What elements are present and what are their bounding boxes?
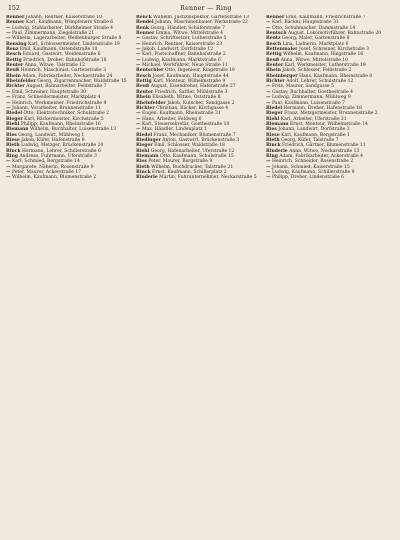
entry-details: Ernst, Kaufmann, Schillerplatz 2 — [152, 169, 227, 175]
entry-surname: — — [136, 127, 141, 133]
entry-details: Hans, Arbeiter, Feldweg 6 — [141, 116, 202, 122]
entry-surname: — — [136, 121, 141, 127]
entry-surname: Rentz — [266, 36, 281, 42]
entry-surname: — — [266, 169, 271, 175]
entry-details: Emil, Schreiner, Hauptstraße 30 — [11, 89, 87, 95]
column-2 — [136, 15, 261, 181]
entry-details: Philipp, Dreher, Lindenstraße 6 — [271, 175, 344, 181]
entry-surname: Rieth — [136, 164, 150, 170]
entry-details: Anna, Witwe, Talstraße 12 — [24, 63, 85, 69]
entry-details: Paul, Kaufmann, Luisenstraße 7 — [271, 100, 345, 106]
entry-details: Heinrich, Werkmeister, Friedrichstraße 9 — [11, 100, 107, 106]
entry-details: Josef, Kaufmann, Hauptstraße 44 — [152, 73, 229, 79]
entry-surname: — — [6, 105, 11, 111]
page-number: 152 — [8, 5, 20, 12]
entry-surname: Renz — [6, 47, 19, 53]
entry-details: Gustav, Buchhalter, Goethestraße 4 — [271, 89, 353, 95]
entry-surname: — — [6, 95, 11, 101]
entry-details: Johann, Landwirt, Dorfstraße 3 — [278, 127, 350, 133]
entry-surname: Rettig — [136, 79, 152, 85]
entry-surname: Rettig — [266, 52, 282, 58]
entry-surname: — — [6, 164, 11, 170]
entry-surname: — — [6, 36, 11, 42]
entry-details: Otto, Elektrotechniker, Schulstraße 2 — [23, 111, 110, 117]
entry-surname: Rinderle — [266, 148, 288, 154]
entry-surname: Rinck — [136, 169, 151, 175]
entry-details: Ludwig, Metzger, Brückenstraße 20 — [21, 143, 104, 149]
entry-surname: Rheinberger — [266, 73, 298, 79]
entry-surname: — — [136, 47, 141, 53]
entry-surname: Richter — [136, 105, 155, 111]
entry-details: Elisabeth, Witwe, Oststraße 8 — [152, 95, 221, 101]
entry-surname: Renck — [136, 15, 152, 20]
entry-details: Eugen, Kaufmann, Rheinstraße 31 — [141, 111, 221, 117]
entry-surname: — — [136, 41, 141, 47]
entry-surname: Rieth — [6, 143, 20, 149]
entry-surname: — — [6, 31, 11, 37]
entry-surname: Rhein — [136, 95, 151, 101]
directory-entry — [266, 175, 391, 180]
entry-details: Max, Händler, Lindenplatz 1 — [141, 127, 207, 133]
entry-details: Ludwig, Zimmermann, Mühlweg 9 — [271, 95, 351, 101]
entry-surname: — — [6, 169, 11, 175]
entry-surname: Rentschler — [136, 68, 164, 74]
entry-surname: Riese — [266, 132, 280, 138]
entry-surname: Riemann — [6, 127, 29, 133]
entry-details: Michael, Werkführer, Neue Straße 11 — [141, 63, 228, 69]
entry-surname: — — [136, 57, 141, 63]
entry-details: Peter, Maurer, Ackerstraße 17 — [11, 169, 82, 175]
entry-details: Otto, Ingenieur, Ringstraße 19 — [164, 68, 235, 74]
entry-surname: Reuß — [266, 57, 280, 63]
entry-details: Christian, Bäcker, Kirchgasse 4 — [156, 105, 229, 111]
entry-surname: Reuter — [6, 63, 24, 69]
entry-details: Hermann, Lehrer, Schillerstraße 6 — [22, 148, 101, 154]
entry-surname: — — [266, 25, 271, 31]
entry-surname: Renner — [266, 15, 285, 20]
entry-surname: Reuter — [266, 63, 284, 69]
entry-surname: — — [266, 84, 271, 90]
entry-details: August, Eisendreher, Hafenstraße 27 — [150, 84, 236, 90]
entry-details: Lina, Ladnerin, Marktplatz 6 — [282, 41, 349, 47]
entry-details: Heinrich, Schneider, Rosenstraße 2 — [271, 159, 354, 165]
entry-surname: — — [266, 20, 271, 26]
entry-details: Karl, Kaufmann, Wimpfeners Straße 6 — [25, 20, 114, 26]
entry-details: Georg, Maler, Gartenstraße 8 — [281, 36, 350, 42]
entry-details: Friedrich, Gärtner, Blumenstraße 11 — [282, 143, 366, 149]
entry-details: Johann, Maschinenbauer, Werkstraße 22 — [155, 20, 248, 26]
entry-details: Franz, Metzgermeister, Brunnenstraße 2 — [284, 111, 378, 117]
entry-details: Margarete, Näherin, Rosenstraße 9 — [11, 164, 94, 170]
entry-surname: Rettig — [6, 57, 22, 63]
entry-details: Karl, Postschaffner, Bahnhofstraße 2 — [141, 52, 226, 58]
entry-details: Adam, Fabrikarbeiter, Neckarstraße 24 — [22, 73, 113, 79]
entry-details: Jakob, Landwirt, Dorfstraße 12 — [141, 47, 214, 53]
entry-details: Johann, Schmied, Kaiserstraße 15 — [271, 164, 350, 170]
entry-surname: Rinderle — [136, 175, 158, 181]
entry-details: Philipp, Kaufmann, Rheinstraße 16 — [20, 121, 101, 127]
column-1 — [6, 15, 131, 181]
entry-details: August, Bahnarbeiter, Feldstraße 7 — [26, 84, 107, 90]
entry-details: Wilhelm, Kaufmann, Ringstraße 16 — [283, 52, 364, 58]
entry-details: Martin, Fuhrunternehmer, Neckarstraße 5 — [159, 175, 257, 181]
entry-details: Emil, Kaufmann, Ostendstraße 10 — [19, 47, 98, 53]
entry-details: Otto, Schuhmacher, Dammstraße 14 — [271, 25, 356, 31]
entry-details: Emma, Witwe, Mittelstraße 4 — [155, 31, 224, 37]
entry-details: Karl, Werkmeister, Lutherstraße 19 — [284, 63, 366, 69]
entry-surname: — — [136, 116, 141, 122]
entry-surname: Rettenmaier — [266, 47, 298, 53]
entry-details: Karl, Monteur, Wilhelmstraße 9 — [153, 79, 226, 85]
entry-details: Peter, Maurer, Bergstraße 9 — [148, 159, 213, 165]
entry-details: Eduard, Gastwirt, Weidenstraße 6 — [22, 52, 101, 58]
entry-details: Ludwig, Kaufmann, Schillerstraße 9 — [271, 169, 355, 175]
entry-surname: — — [266, 89, 271, 95]
entry-surname: Rhein — [266, 68, 281, 74]
entry-details: Wilhelm, Buchdrucker, Talstraße 21 — [151, 164, 234, 170]
entry-details: Karl, Schmied, Bergstraße 14 — [11, 159, 80, 165]
entry-details: Johann, Vorarbeiter, Brunnenstraße 11 — [11, 105, 101, 111]
entry-surname: Riemann — [136, 153, 159, 159]
entry-details: Wilhelm, Buchhalter, Luisenstraße 13 — [29, 127, 117, 133]
entry-details: Wilhelm, Kaufmann, Blumenstraße 2 — [11, 175, 97, 181]
entry-surname: Rieger — [136, 143, 153, 149]
column-3 — [266, 15, 391, 181]
entry-surname: Riedel — [266, 105, 283, 111]
entry-surname: Rentsch — [266, 31, 287, 37]
entry-surname: Ring — [6, 153, 18, 159]
entry-surname: — — [6, 100, 11, 106]
entry-details: Emil, Schlosser, Waldstraße 18 — [154, 143, 225, 149]
entry-surname: Ring — [266, 153, 278, 159]
entry-surname: Riehl — [266, 116, 280, 122]
entry-surname: Rendel — [136, 20, 154, 26]
entry-details: Jakob, Kutscher, Sandgasse 2 — [167, 100, 235, 106]
entry-details: August, Lokomotivführer, Bahnstraße 20 — [287, 31, 382, 37]
entry-surname: Resch — [6, 52, 22, 58]
entry-details: Fritz, Maurer, Sandgasse 5 — [271, 84, 334, 90]
entry-surname: — — [6, 25, 11, 31]
entry-surname: Renner — [136, 31, 155, 37]
entry-surname: — — [136, 63, 141, 69]
entry-details: Ludwig, Stahlarbeiter, Dürkheimer Straße 4 — [11, 25, 114, 31]
entry-details: Hans, Kaufmann, Rheinstraße 8 — [299, 73, 373, 79]
entry-details: Friedrich, Dreher, Bahnhofstraße 18 — [23, 57, 107, 63]
entry-details: Johann, Rentner, Kaiserstraße 10 — [25, 15, 102, 20]
entry-surname: Reuter — [136, 89, 154, 95]
entry-details: Anton, Gastwirt, Brückenstraße 3 — [162, 137, 240, 143]
entry-surname: — — [6, 175, 11, 181]
directory-entry — [136, 175, 261, 180]
entry-surname: Rieth — [266, 137, 280, 143]
entry-details: Franz, Schneidermeister, Marktplatz 4 — [11, 95, 101, 101]
entry-details: Georg, Landwirt, Mühlweg 1 — [18, 132, 85, 138]
entry-details: Wilhelm, Lagerarbeiter, Weißenburger Straße 8 — [11, 36, 122, 42]
entry-surname: Rensing — [6, 41, 27, 47]
entry-surname: — — [266, 164, 271, 170]
entry-details: Karl, Bäckermeister, Kirchstraße 5 — [24, 116, 104, 122]
entry-details: Paul, Zimmermann, Ziegelstraße 21 — [11, 31, 95, 37]
entry-surname: Richter — [6, 84, 25, 90]
entry-surname: Resch — [136, 73, 152, 79]
entry-surname: Rinck — [266, 143, 281, 149]
entry-surname: Rheinfelder — [136, 100, 166, 106]
columns — [6, 15, 394, 181]
entry-surname: Rhein — [6, 73, 21, 79]
entry-details: Heinrich, Rentner, Kaiserstraße 23 — [141, 41, 222, 47]
entry-surname: Riedel — [6, 111, 23, 117]
entry-surname: — — [136, 36, 141, 42]
entry-details: Jakob, Schlosser, Feldstraße 2 — [282, 68, 352, 74]
running-title: Renner — Ring — [180, 5, 232, 12]
entry-surname: Riehl — [136, 148, 150, 154]
entry-details: Georg, Zigarrenmacher, Waldstraße 15 — [37, 79, 127, 85]
entry-surname: Ries — [136, 159, 147, 165]
entry-surname: Ries — [6, 132, 17, 138]
entry-details: Friedrich, Sattler, Mühlstraße 3 — [154, 89, 228, 95]
entry-surname: Reuß — [6, 68, 20, 74]
entry-surname: Rieger — [6, 116, 23, 122]
entry-details: Karl, Arbeiter, Uferstraße 21 — [280, 116, 347, 122]
entry-details: Hermann, Dreher, Hafenstraße 18 — [283, 105, 362, 111]
entry-details: Adolf, Lehrer, Schulstraße 12 — [286, 79, 354, 85]
entry-surname: Reuß — [136, 84, 150, 90]
entry-details: Gustav, Schriftsetzer, Lutherstraße 5 — [141, 36, 227, 42]
entry-surname: — — [266, 159, 271, 165]
entry-details: Josef, Schreiner, Kirchstraße 3 — [298, 47, 369, 53]
entry-details: Otto, Kaufmann, Schulstraße 15 — [159, 153, 234, 159]
entry-surname: — — [266, 175, 271, 181]
entry-surname: Riehl — [6, 121, 20, 127]
entry-surname: Riedinger — [136, 137, 161, 143]
entry-details: Georg, Hafenarbeiter, Uferstraße 12 — [150, 148, 235, 154]
entry-surname: Rinck — [6, 148, 21, 154]
entry-surname: Renner — [6, 20, 25, 26]
entry-details: Karl, Steuersekretär, Goethestraße 10 — [141, 121, 230, 127]
entry-details: Adam, Fabrikarbeiter, Ackerstraße 4 — [279, 153, 363, 159]
entry-details: Karl, Schlossermeister, Lindenstraße 19 — [27, 41, 120, 47]
entry-details: Georg, Händler, Schäferstraße 7 — [150, 25, 225, 31]
entry-surname: Riedel — [136, 132, 153, 138]
entry-details: Emil, Kaufmann, Friedrichstraße 7 — [285, 15, 366, 20]
entry-surname: Resch — [266, 41, 282, 47]
entry-surname: — — [136, 52, 141, 58]
entry-surname: Renner — [6, 15, 25, 20]
entry-surname: — — [266, 100, 271, 106]
entry-surname: Rieger — [266, 111, 283, 117]
entry-surname: — — [266, 95, 271, 101]
entry-details: Karl, Bäcker, Hauptstraße 31 — [271, 20, 339, 26]
entry-surname: — — [136, 111, 141, 117]
entry-details: Anna, Witwe, Neckarstraße 13 — [289, 148, 360, 154]
entry-details: Karl, Kaufmann, Bergstraße 1 — [281, 132, 350, 138]
entry-surname: Renk — [136, 25, 149, 31]
page-header — [6, 4, 394, 14]
entry-details: Wilhelm, Justizinspektor, Gartenstraße 13 — [153, 15, 249, 20]
entry-details: Andreas, Fuhrmann, Uferstraße 3 — [19, 153, 97, 159]
entry-details: Georg, Küfer, Talstraße 7 — [281, 137, 339, 143]
entry-details: Ludwig, Kaufmann, Marktstraße 6 — [141, 57, 221, 63]
entry-surname: Riemann — [266, 121, 289, 127]
entry-details: Jakob, Küfer, Hafenstraße 8 — [21, 137, 85, 143]
entry-surname: — — [6, 159, 11, 165]
entry-surname: — — [6, 89, 11, 95]
entry-details: Anna, Witwe, Mittelstraße 10 — [280, 57, 349, 63]
entry-surname: Riese — [6, 137, 20, 143]
entry-details: Ernst, Monteur, Wilhelmstraße 14 — [289, 121, 368, 127]
directory-entry — [6, 175, 131, 180]
entry-surname: Ries — [266, 127, 277, 133]
entry-surname: Rheinfelder — [6, 79, 36, 85]
entry-details: Franz, Mechaniker, Blumenstraße 7 — [153, 132, 236, 138]
entry-details: Heinrich, Maschinist, Gartenstraße 3 — [20, 68, 107, 74]
entry-surname: Richter — [266, 79, 285, 85]
